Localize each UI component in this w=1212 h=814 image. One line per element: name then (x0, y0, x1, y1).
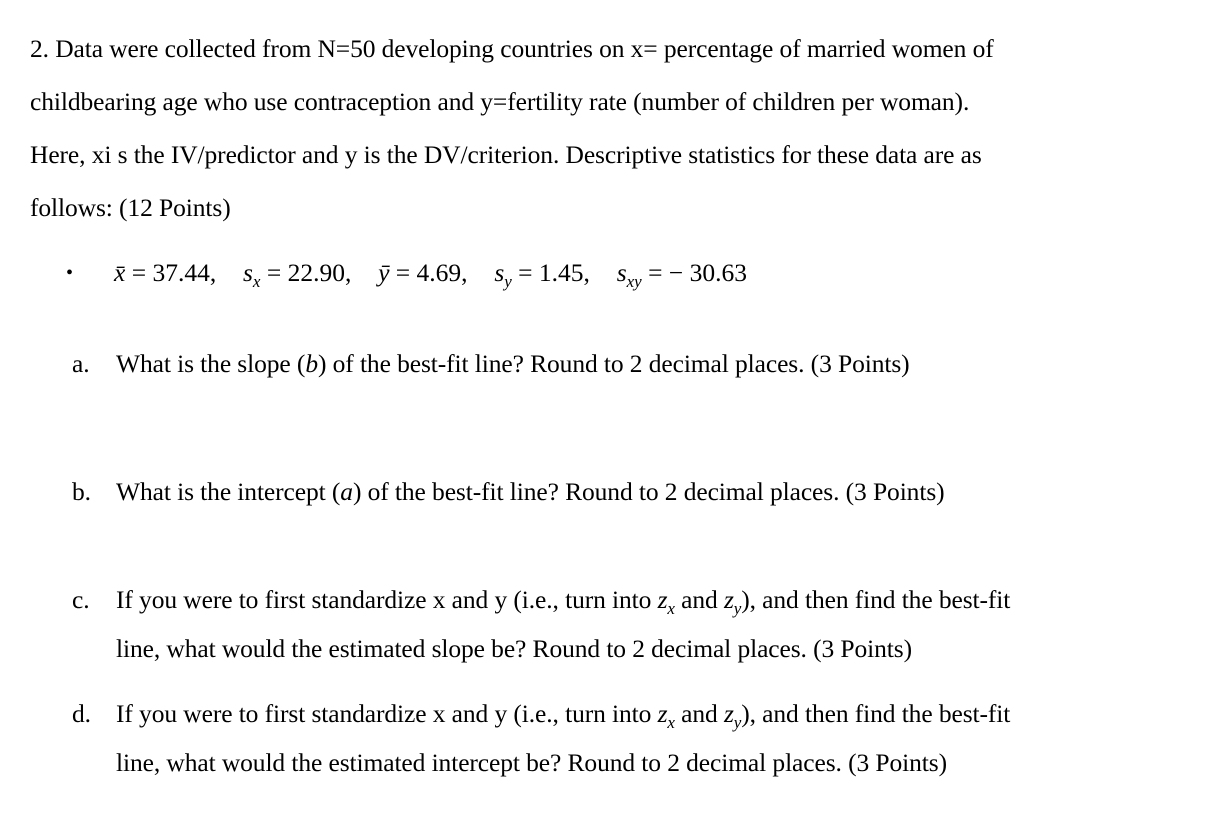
question-a-text (116, 344, 1176, 384)
question-d-line1-pre: If you were to first standardize x and y (i.e., turn into (116, 699, 658, 728)
problem-line-4: follows: (12 Points) (30, 193, 231, 222)
zy-symbol: $z_y$ (723, 585, 742, 618)
question-d-text (116, 694, 1176, 783)
x-sd-subscript: x (252, 272, 261, 291)
question-c-letter: c. (72, 585, 90, 614)
y-sd-symbol: s (494, 258, 505, 287)
problem-line-2: childbearing age who use contraception and y=fertility rate (number of children per woman). (30, 87, 970, 116)
descriptive-statistics (66, 258, 1166, 302)
x-sd-symbol: s (242, 258, 253, 287)
question-d-letter: d. (72, 699, 91, 728)
x-mean-symbol: x̄ (114, 258, 126, 287)
bullet-icon: • (66, 262, 74, 284)
zx-symbol: $z_x$ (657, 585, 675, 618)
question-d-line1-post: ), and then find the best-fit (741, 699, 1011, 728)
intercept-variable: a (340, 477, 353, 506)
question-b-pre: What is the intercept ( (116, 477, 341, 506)
y-sd-value: = 1.45, (518, 258, 590, 287)
zy-symbol: $z_y$ (723, 699, 742, 732)
question-a-letter: a. (72, 349, 90, 378)
covariance-value: = − 30.63 (648, 258, 747, 287)
question-c-text (116, 580, 1176, 669)
y-mean-value: = 4.69, (395, 258, 468, 287)
question-b-letter: b. (72, 477, 91, 506)
question-a-pre: What is the slope ( (116, 349, 306, 378)
question-b-post: ) of the best-fit line? Round to 2 decimal places. (3 Points) (352, 477, 945, 506)
question-c-line1-post: ), and then find the best-fit (741, 585, 1011, 614)
question-c-line1-pre: If you were to first standardize x and y (i.e., turn into (116, 585, 658, 614)
problem-line-1: 2. Data were collected from N=50 developing countries on x= percentage of married women of (30, 34, 994, 63)
zx-symbol: $z_x$ (657, 699, 675, 732)
covariance-subscript: xy (626, 272, 642, 291)
statistics-formula (114, 258, 747, 292)
problem-statement (30, 22, 1190, 234)
covariance-symbol: s (616, 258, 627, 287)
y-mean-symbol: ȳ (378, 258, 390, 287)
question-d-line2: line, what would the estimated intercept be? Round to 2 decimal places. (3 Points) (116, 748, 947, 777)
question-a-post: ) of the best-fit line? Round to 2 decimal places. (3 Points) (317, 349, 910, 378)
question-d-mid: and (674, 699, 724, 728)
x-sd-value: = 22.90, (266, 258, 352, 287)
slope-variable: b (305, 349, 318, 378)
problem-line-3: Here, xi s the IV/predictor and y is the DV/criterion. Descriptive statistics for these data are as (30, 140, 982, 169)
question-c-mid: and (674, 585, 724, 614)
question-c-line2: line, what would the estimated slope be? Round to 2 decimal places. (3 Points) (116, 634, 912, 663)
x-mean-value: = 37.44, (131, 258, 217, 287)
y-sd-subscript: y (504, 272, 512, 291)
question-b-text (116, 472, 1176, 512)
